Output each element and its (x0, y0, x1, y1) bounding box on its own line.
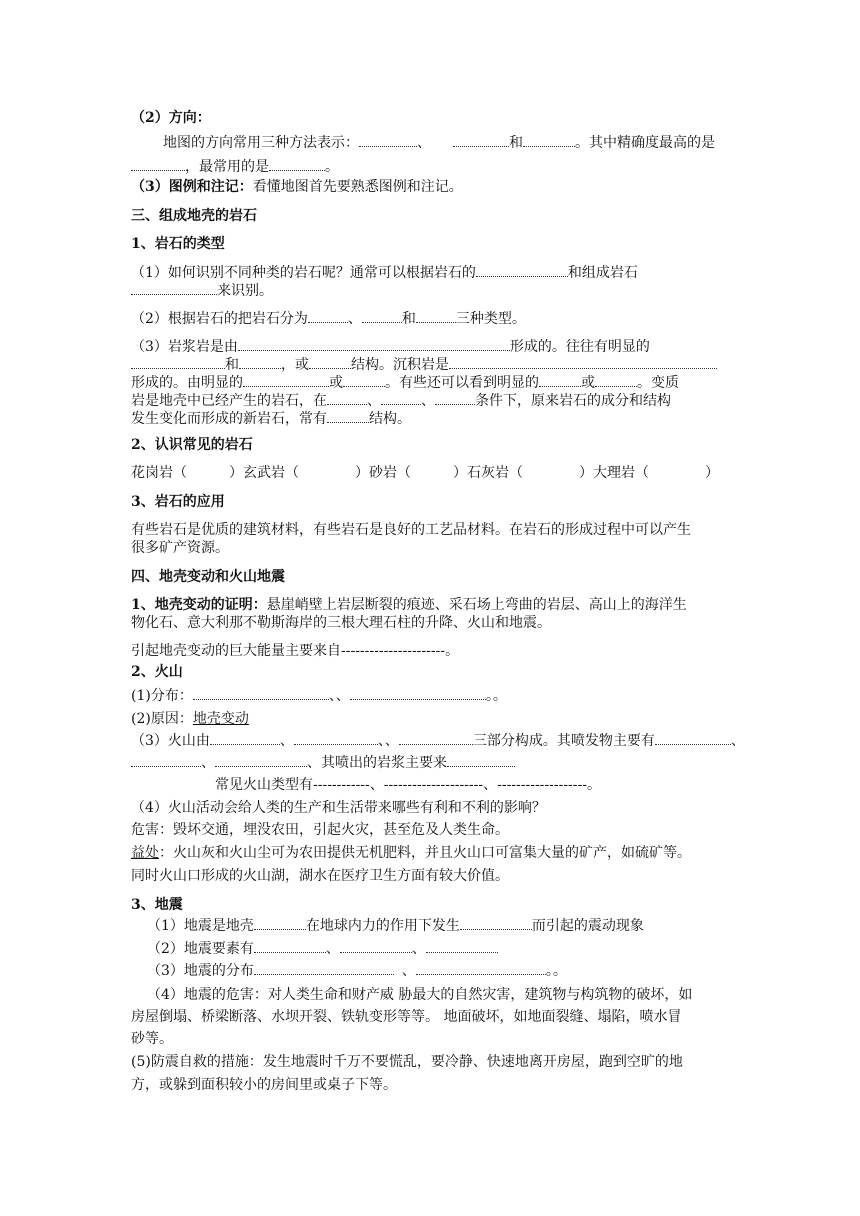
blank-field[interactable] (453, 135, 509, 147)
blank-field[interactable] (476, 265, 568, 277)
blank-field[interactable] (539, 375, 581, 387)
separator: 、 (730, 733, 745, 749)
rock-identify-line-1 (131, 263, 638, 283)
volcano-benefit-line-1 (131, 843, 691, 863)
text: 结构。沉积岩是 (351, 357, 449, 373)
text: (2)原因： (131, 711, 193, 727)
separator: 、 (279, 733, 294, 749)
or-text: 或 (329, 375, 343, 391)
separator: 、 (401, 963, 416, 979)
blank-field[interactable] (254, 941, 326, 953)
text: （1）如何识别不同种类的岩石呢？通常可以根据岩石的 (131, 265, 476, 281)
direction-line-1 (163, 133, 715, 153)
blank-field[interactable] (215, 755, 307, 767)
crust-evidence-line-2: 物化石、意大利那不勒斯海岸的三根大理石柱的升降、火山和地震。 (131, 615, 551, 631)
blank-field[interactable] (193, 688, 329, 700)
text: 三部分构成。其喷发物主要有 (472, 733, 655, 749)
blank-field[interactable] (435, 393, 475, 405)
rock-types-line (131, 309, 526, 329)
blank-field[interactable] (327, 411, 369, 423)
blank-field[interactable] (523, 135, 575, 147)
direction-text: ，最常用的是 (185, 159, 269, 175)
text: （2）地震要素有 (147, 941, 254, 957)
blank-field[interactable] (210, 733, 280, 745)
energy-source-line: 引起地壳变动的巨大能量主要来自----------------------。 (131, 643, 460, 659)
rock-identify-line-2 (131, 281, 273, 301)
text: ：火山灰和火山尘可为农田提供无机肥料，并且火山口可富集大量的矿产，如硫矿等。 (159, 845, 691, 861)
earthquake-heading: 3、地震 (131, 897, 183, 913)
blank-field[interactable] (131, 357, 225, 369)
blank-field[interactable] (595, 375, 637, 387)
blank-field[interactable] (308, 311, 348, 323)
rock-desc-line-2 (131, 355, 717, 375)
rock-desc-line-4 (131, 391, 671, 411)
blank-field[interactable] (239, 357, 281, 369)
volcano-distribution-line (131, 686, 507, 706)
direction-heading: （2）方向： (131, 110, 211, 126)
rock-desc-line-1 (131, 337, 650, 357)
separator: 、 (201, 755, 215, 771)
text: （2）根据岩石的把岩石分为 (131, 311, 308, 327)
separator: 、 (307, 755, 321, 771)
separator: 、、 (377, 733, 399, 749)
volcano-cause-line (131, 709, 249, 729)
separator: 、、 (328, 688, 350, 704)
period: 。。 (485, 688, 507, 704)
blank-field[interactable] (381, 393, 421, 405)
rock-desc-line-3 (131, 373, 679, 393)
period: 。。 (545, 963, 567, 979)
section-3-2-heading: 2、认识常见的岩石 (131, 437, 253, 453)
text: 和组成岩石 (567, 265, 638, 281)
blank-field[interactable] (294, 733, 378, 745)
text: （1）地震是地壳 (147, 918, 254, 934)
volcano-harm-line: 危害：毁坏交通，埋没农田，引起火灾，甚至危及人类生命。 (131, 822, 509, 838)
blank-field[interactable] (327, 393, 367, 405)
text: （3）火山由 (131, 733, 210, 749)
blank-field[interactable] (426, 941, 498, 953)
volcano-structure-line-1 (131, 731, 745, 751)
section-3-title: 三、组成地壳的岩石 (131, 208, 257, 224)
separator: 、 (411, 941, 426, 957)
legend-text: 看懂地图首先要熟悉图例和注记。 (252, 179, 463, 195)
crust-evidence-line-1 (131, 595, 687, 615)
blank-field[interactable] (269, 159, 325, 171)
blank-field[interactable] (343, 375, 385, 387)
rock-application-line-1: 有些岩石是优质的建筑材料，有些岩石是良好的工艺品材料。在岩石的形成过程中可以产生 (131, 522, 691, 538)
blank-field[interactable] (416, 311, 456, 323)
earthquake-distribution-line (147, 961, 567, 981)
text: 三种类型。 (455, 311, 526, 327)
text: (1)分布： (131, 688, 193, 704)
blank-field[interactable] (131, 159, 185, 171)
legend-heading: （3）图例和注记： (131, 179, 253, 195)
separator: 、 (421, 393, 435, 409)
text: （3）岩浆岩是由 (131, 339, 238, 355)
common-rocks-line: 花岗岩（ ）玄武岩（ ）砂岩（ ）石灰岩（ ）大理岩（ ） (131, 465, 719, 481)
volcano-structure-line-2 (131, 753, 515, 773)
earthquake-harm-line-3: 砂等。 (131, 1031, 173, 1047)
text: （3）地震的分布 (147, 963, 254, 979)
blank-field[interactable] (655, 733, 731, 745)
text: 岩是地壳中已经产生的岩石，在 (131, 393, 327, 409)
text: 其喷出的岩浆主要来 (321, 755, 447, 771)
earthquake-selfrescue-line-2: 方，或躲到面积较小的房间里或桌子下等。 (131, 1077, 397, 1093)
blank-field[interactable] (243, 375, 329, 387)
text: 。变质 (637, 375, 679, 391)
blank-field[interactable] (254, 918, 306, 930)
blank-field[interactable] (131, 283, 217, 295)
direction-line-2 (131, 157, 339, 177)
and-text: 和 (509, 135, 523, 151)
earthquake-elements-line (147, 939, 498, 959)
blank-field[interactable] (359, 135, 417, 147)
separator: 、 (325, 941, 340, 957)
blank-field[interactable] (131, 755, 201, 767)
text: 和 (225, 357, 239, 373)
text: 结构。 (369, 411, 411, 427)
earthquake-selfrescue-line-1: (5)防震自救的措施：发生地震时千万不要慌乱，要冷静、快速地离开房屋，跑到空旷的地 (131, 1054, 683, 1070)
blank-field[interactable] (350, 688, 486, 700)
and-text: 和 (401, 311, 416, 327)
text: 而引起的震动现象 (531, 918, 644, 934)
text: ，或 (281, 357, 309, 373)
text: 形成的。由明显的 (131, 375, 243, 391)
text: 形成的。往往有明显的 (509, 339, 650, 355)
earthquake-definition-line (147, 916, 644, 936)
volcano-impact-question: （4）火山活动会给人类的生产和生活带来哪些有利和不利的影响？ (131, 800, 546, 816)
volcano-heading: 2、火山 (131, 664, 183, 680)
separator: 、 (367, 393, 381, 409)
period: 。 (325, 159, 339, 175)
volcano-cause-answer: 地壳变动 (192, 711, 249, 727)
legend-line (131, 177, 463, 197)
crust-evidence-heading: 1、地壳变动的证明： (131, 597, 267, 613)
text: 发生变化而形成的新岩石，常有 (131, 411, 327, 427)
blank-field[interactable] (399, 733, 473, 745)
rock-desc-line-5 (131, 409, 411, 429)
text: 。有些还可以看到明显的 (385, 375, 539, 391)
direction-text: 。其中精确度最高的是 (575, 135, 715, 151)
volcano-benefit-line-2: 同时火山口形成的火山湖，湖水在医疗卫生方面有较大价值。 (131, 868, 509, 884)
blank-field[interactable] (340, 941, 412, 953)
volcano-types-line: 常见火山类型有------------、---------------------、-------------------。 (215, 777, 601, 793)
blank-field[interactable] (447, 755, 515, 767)
blank-field[interactable] (309, 357, 351, 369)
blank-field[interactable] (362, 311, 402, 323)
blank-field[interactable] (460, 918, 532, 930)
separator: 、 (347, 311, 362, 327)
benefit-label: 益处 (131, 845, 159, 861)
or-text: 或 (581, 375, 595, 391)
blank-field[interactable] (449, 357, 717, 369)
text: 条件下，原来岩石的成分和结构 (475, 393, 671, 409)
earthquake-harm-line-2: 房屋倒塌、桥梁断落、水坝开裂、铁轨变形等等。 地面破坏，如地面裂缝、塌陷，喷水冒 (131, 1009, 682, 1025)
direction-text: 地图的方向常用三种方法表示： (163, 135, 359, 151)
blank-field[interactable] (254, 963, 394, 975)
text: 来识别。 (217, 283, 273, 299)
section-4-title: 四、地壳变动和火山地震 (131, 569, 285, 585)
section-3-1-heading: 1、岩石的类型 (131, 236, 225, 252)
earthquake-harm-line-1: （4）地震的危害：对人类生命和财产威 胁最大的自然灾害，建筑物与构筑物的破坏，如 (147, 987, 693, 1003)
separator: 、 (417, 135, 431, 151)
rock-application-line-2: 很多矿产资源。 (131, 540, 229, 556)
section-3-3-heading: 3、岩石的应用 (131, 494, 225, 510)
text: 悬崖峭壁上岩层断裂的痕迹、采石场上弯曲的岩层、高山上的海洋生 (266, 597, 687, 613)
blank-field[interactable] (238, 339, 510, 351)
text: 在地球内力的作用下发生 (305, 918, 460, 934)
blank-field[interactable] (416, 963, 546, 975)
